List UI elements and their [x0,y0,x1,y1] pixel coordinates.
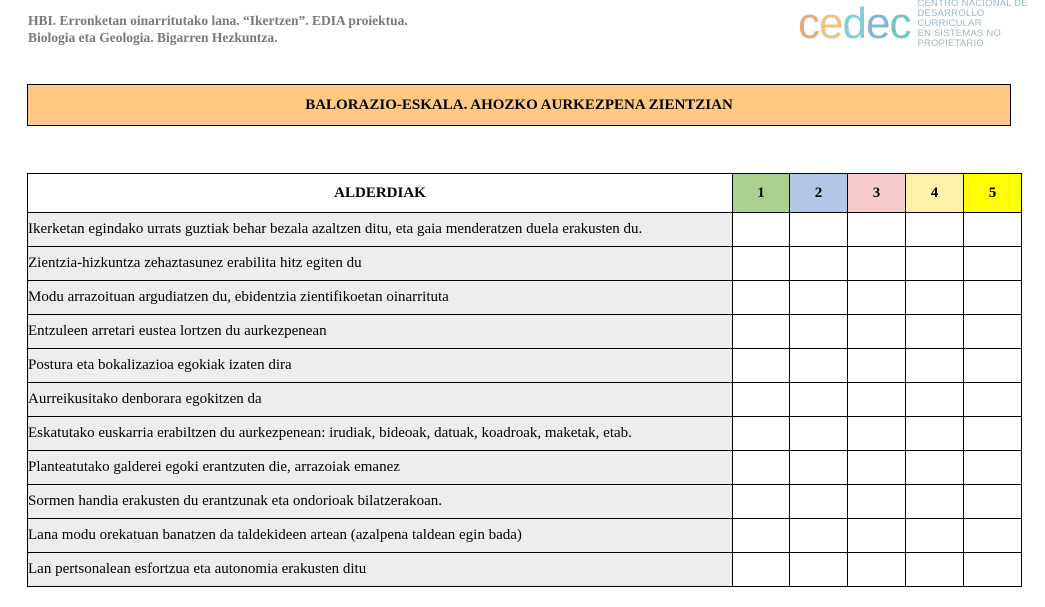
score-cell-1[interactable] [733,417,790,451]
score-cell-3[interactable] [848,281,906,315]
score-cell-4[interactable] [906,281,964,315]
score-cell-4[interactable] [906,315,964,349]
score-cell-1[interactable] [733,315,790,349]
table-header-row [28,174,1022,213]
table-row [28,349,1022,383]
score-cell-4[interactable] [906,519,964,553]
rating-scale-table [27,173,1022,587]
score-cell-2[interactable] [790,281,848,315]
criterion-cell: Aurreikusitako denborara egokitzen da [28,383,733,417]
score-cell-4[interactable] [906,485,964,519]
criterion-cell: Eskatutako euskarria erabiltzen du aurkezpenean: irudiak, bideoak, datuak, koadroak, maketak, etab. [28,417,733,451]
score-cell-3[interactable] [848,451,906,485]
criterion-cell: Ikerketan egindako urrats guztiak behar bezala azaltzen ditu, eta gaia menderatzen duela erakusten du. [28,213,733,247]
score-cell-4[interactable] [906,553,964,587]
score-cell-4[interactable] [906,451,964,485]
score-cell-4[interactable] [906,213,964,247]
score-cell-5[interactable] [964,349,1022,383]
score-cell-2[interactable] [790,315,848,349]
score-cell-2[interactable] [790,349,848,383]
score-cell-2[interactable] [790,247,848,281]
column-header-score-3: 3 [848,174,906,213]
score-cell-1[interactable] [733,383,790,417]
column-header-score-1: 1 [733,174,790,213]
score-cell-2[interactable] [790,553,848,587]
score-cell-2[interactable] [790,383,848,417]
score-cell-3[interactable] [848,485,906,519]
score-cell-5[interactable] [964,485,1022,519]
criterion-cell: Modu arrazoituan argudiatzen du, ebidentzia zientifikoetan oinarrituta [28,281,733,315]
score-cell-2[interactable] [790,451,848,485]
score-cell-2[interactable] [790,485,848,519]
table-row [28,519,1022,553]
score-cell-3[interactable] [848,247,906,281]
score-cell-1[interactable] [733,451,790,485]
logo-letter: d [842,0,866,48]
criterion-cell: Lan pertsonalean esfortzua eta autonomia erakusten ditu [28,553,733,587]
score-cell-4[interactable] [906,417,964,451]
table-row [28,281,1022,315]
cedec-logo [798,0,1045,49]
header-line-2: Biologia eta Geologia. Bigarren Hezkuntza. [28,30,278,45]
score-cell-5[interactable] [964,553,1022,587]
column-header-score-5: 5 [964,174,1022,213]
score-cell-3[interactable] [848,315,906,349]
score-cell-5[interactable] [964,315,1022,349]
score-cell-3[interactable] [848,553,906,587]
table-row [28,213,1022,247]
score-cell-3[interactable] [848,349,906,383]
column-header-aspects: ALDERDIAK [28,174,733,213]
table-row [28,315,1022,349]
header-line-1: HBI. Erronketan oinarritutako lana. “Ikertzen”. EDIA proiektua. [28,13,408,28]
score-cell-1[interactable] [733,247,790,281]
score-cell-4[interactable] [906,383,964,417]
score-cell-3[interactable] [848,519,906,553]
table-row [28,451,1022,485]
score-cell-4[interactable] [906,349,964,383]
logo-subtitle-line-1: CENTRO NACIONAL DE [917,0,1028,9]
score-cell-5[interactable] [964,383,1022,417]
column-header-score-2: 2 [790,174,848,213]
score-cell-2[interactable] [790,519,848,553]
score-cell-5[interactable] [964,247,1022,281]
score-cell-1[interactable] [733,213,790,247]
table-body [28,213,1022,587]
logo-letter: e [865,0,890,48]
score-cell-3[interactable] [848,417,906,451]
logo-subtitle-line-3: EN SISTEMAS NO PROPIETARIO [917,28,1002,49]
score-cell-1[interactable] [733,485,790,519]
score-cell-5[interactable] [964,417,1022,451]
score-cell-4[interactable] [906,247,964,281]
criterion-cell: Planteatutako galderei egoki erantzuten die, arrazoiak emanez [28,451,733,485]
criterion-cell: Lana modu orekatuan banatzen da taldekideen artean (azalpena taldean egin bada) [28,519,733,553]
table-row [28,383,1022,417]
score-cell-2[interactable] [790,417,848,451]
table-row [28,247,1022,281]
score-cell-1[interactable] [733,519,790,553]
score-cell-5[interactable] [964,281,1022,315]
logo-wordmark [798,0,911,48]
score-cell-2[interactable] [790,213,848,247]
logo-subtitle-line-2: DESARROLLO CURRICULAR [917,8,985,29]
column-header-score-4: 4 [906,174,964,213]
criterion-cell: Entzuleen arretari eustea lortzen du aurkezpenean [28,315,733,349]
score-cell-5[interactable] [964,213,1022,247]
score-cell-5[interactable] [964,519,1022,553]
table-row [28,485,1022,519]
criterion-cell: Sormen handia erakusten du erantzunak eta ondorioak bilatzerakoan. [28,485,733,519]
score-cell-1[interactable] [733,281,790,315]
score-cell-3[interactable] [848,383,906,417]
logo-letter: c [889,0,911,48]
score-cell-3[interactable] [848,213,906,247]
table-row [28,553,1022,587]
document-header [28,12,408,46]
page-title: BALORAZIO-ESKALA. AHOZKO AURKEZPENA ZIENTZIAN [27,84,1011,126]
criterion-cell: Postura eta bokalizazioa egokiak izaten dira [28,349,733,383]
logo-letter: c [798,0,819,48]
score-cell-1[interactable] [733,349,790,383]
score-cell-1[interactable] [733,553,790,587]
score-cell-5[interactable] [964,451,1022,485]
table-row [28,417,1022,451]
criterion-cell: Zientzia-hizkuntza zehaztasunez erabilita hitz egiten du [28,247,733,281]
logo-subtitle [917,0,1045,49]
logo-letter: e [819,0,843,48]
